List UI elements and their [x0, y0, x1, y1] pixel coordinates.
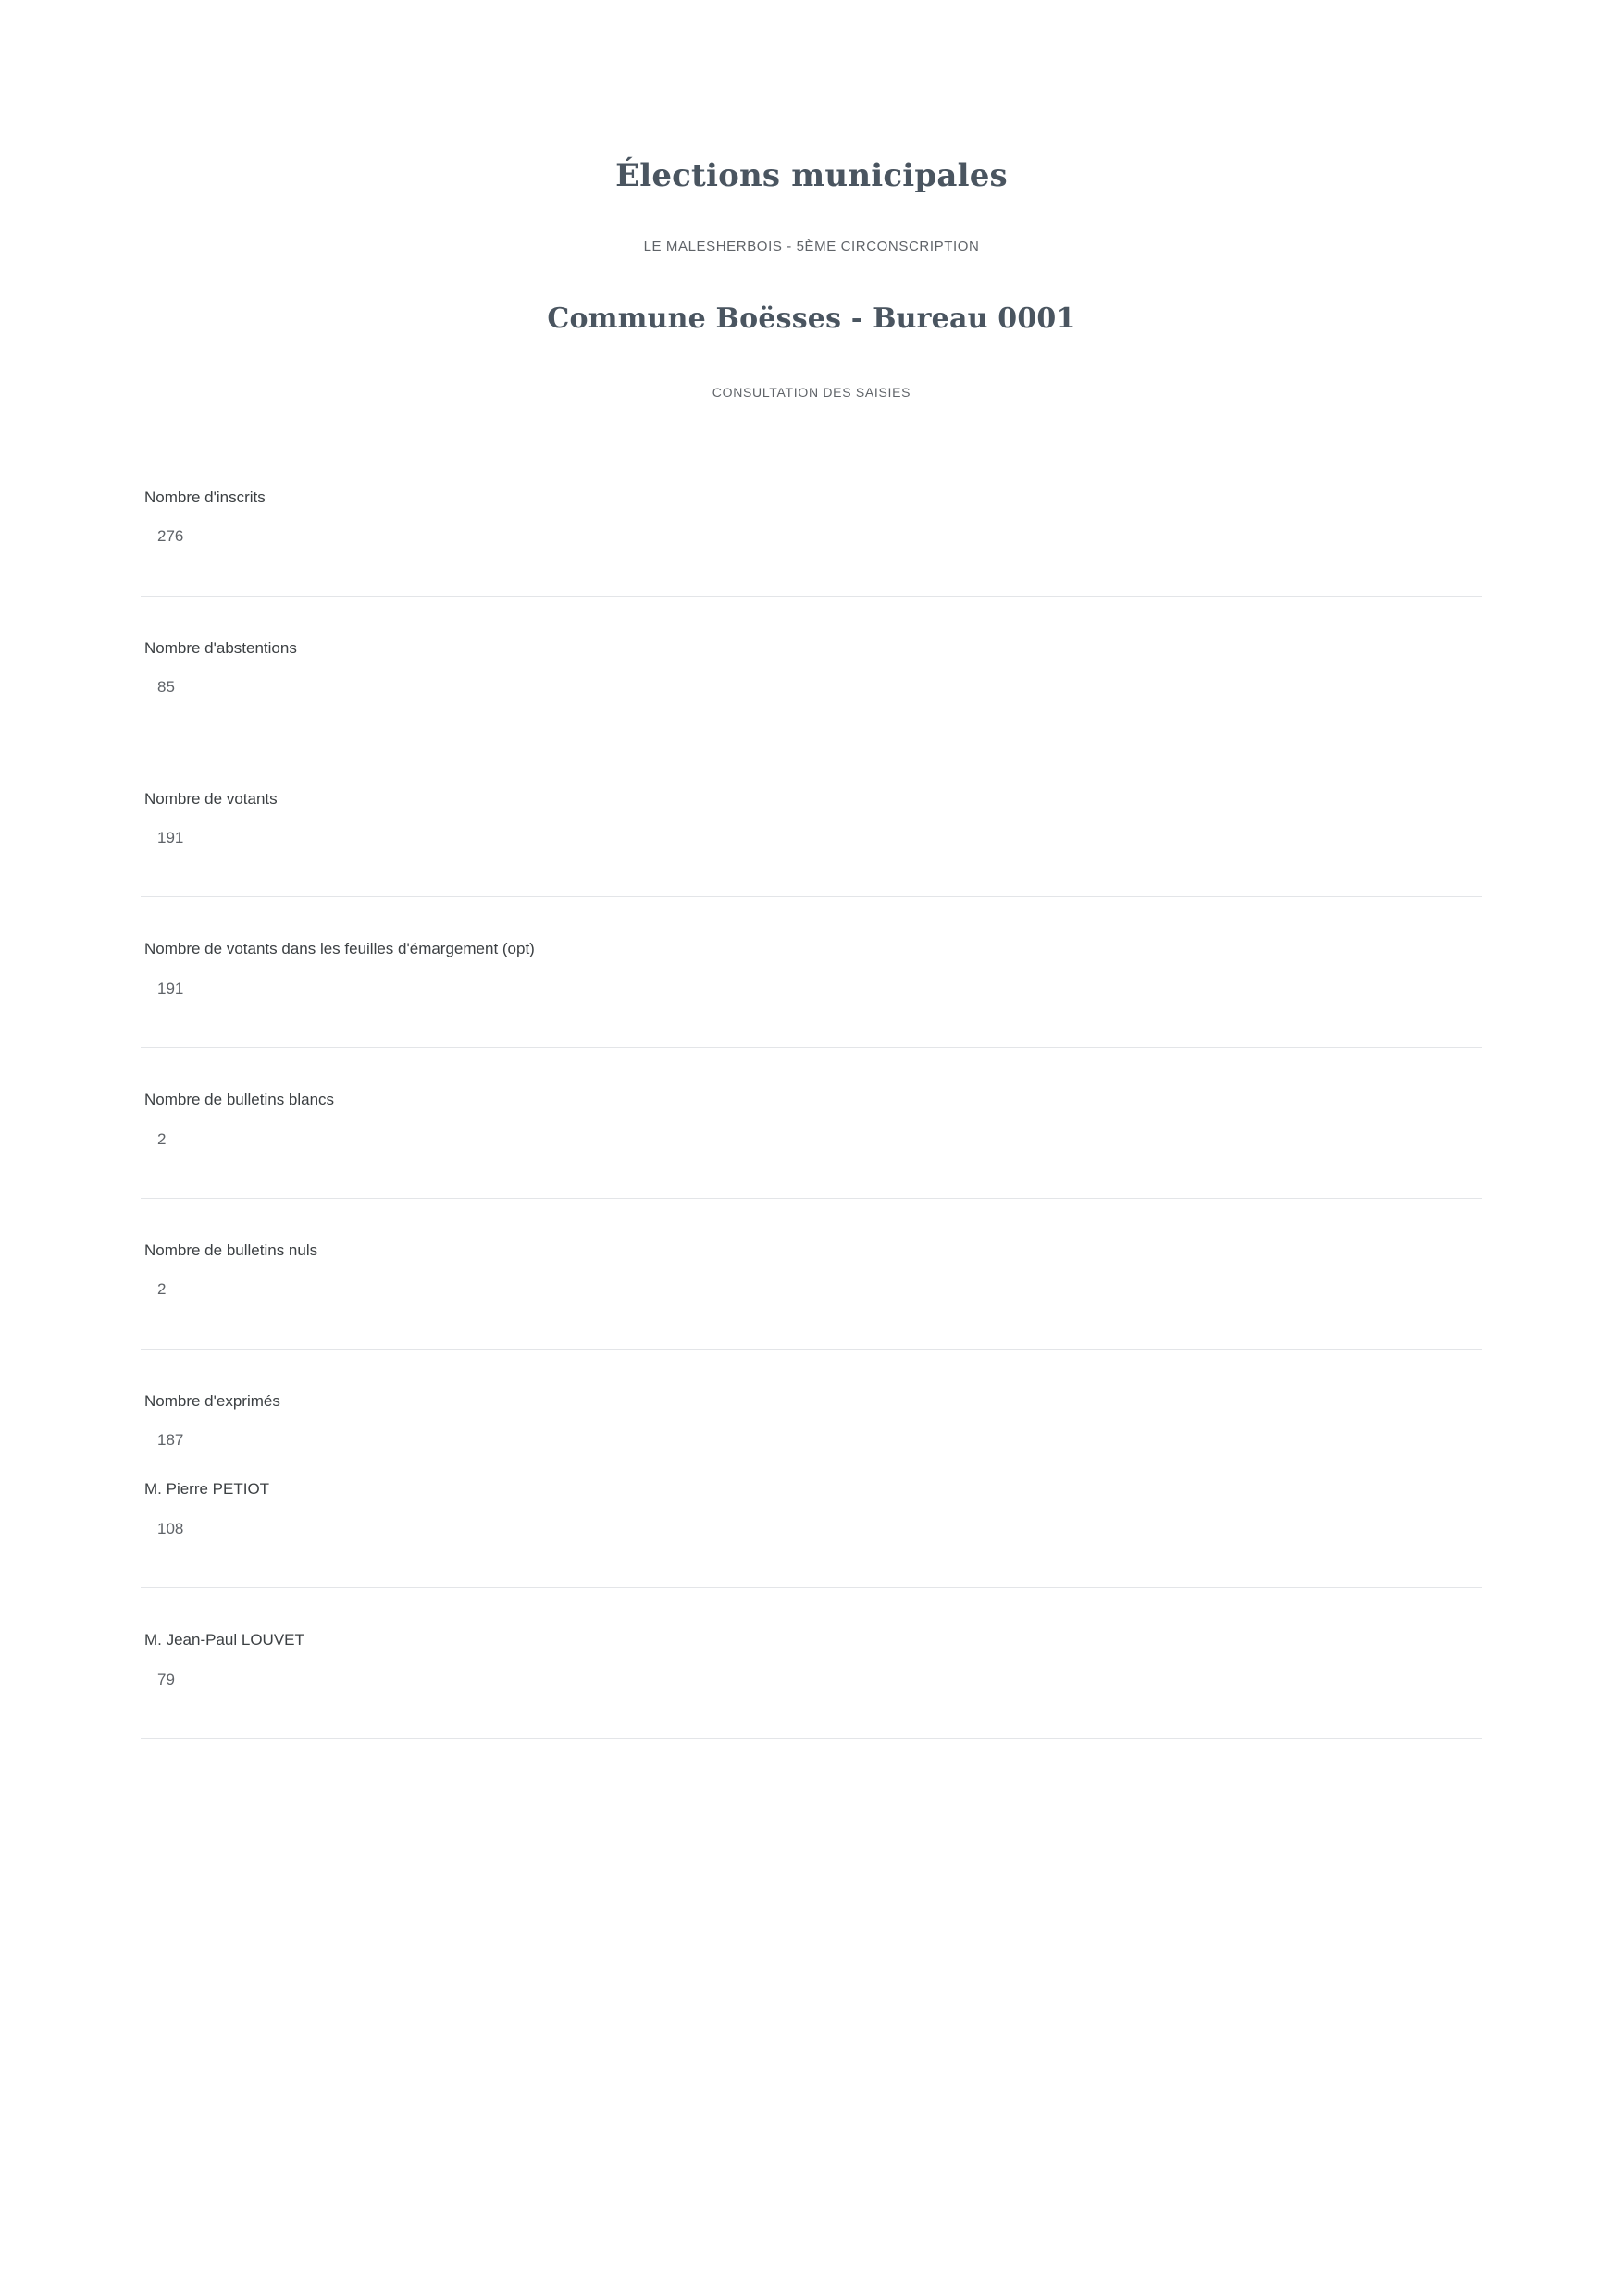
row-spacer	[141, 1350, 1482, 1392]
row-spacer	[141, 1149, 1482, 1198]
field-value: 191	[157, 828, 184, 846]
results-list	[141, 400, 1482, 1739]
field-label: Nombre d'exprimés	[144, 1391, 280, 1410]
field-label: Nombre de bulletins blancs	[144, 1091, 335, 1109]
field-label: Nombre de votants dans les feuilles d'émargement (opt)	[144, 940, 535, 958]
row-spacer	[141, 697, 1482, 747]
row-spacer	[141, 597, 1482, 639]
field-row-inscrits	[141, 488, 1482, 597]
field-label: Nombre d'abstentions	[144, 638, 297, 657]
field-row-bulletins-nuls	[141, 1199, 1482, 1350]
field-row-votants-emargement	[141, 897, 1482, 1048]
field-row-votants	[141, 747, 1482, 898]
field-row-candidat-louvet	[141, 1588, 1482, 1739]
field-value: 85	[157, 678, 175, 697]
field-label: Nombre d'inscrits	[144, 488, 266, 506]
row-spacer	[141, 1450, 1482, 1480]
row-spacer	[141, 547, 1482, 596]
field-label: Nombre de bulletins nuls	[144, 1241, 318, 1259]
commune-bureau-title: Commune Boësses - Bureau 0001	[547, 302, 1076, 335]
field-label: Nombre de votants	[144, 789, 278, 808]
page-title: Élections municipales	[615, 157, 1008, 194]
row-spacer	[141, 1048, 1482, 1091]
row-spacer	[141, 747, 1482, 790]
field-value: 276	[157, 527, 184, 546]
row-spacer	[141, 897, 1482, 940]
circonscription-label: LE MALESHERBOIS - 5ÈME CIRCONSCRIPTION	[643, 239, 980, 254]
consultation-label: CONSULTATION DES SAISIES	[712, 385, 911, 400]
field-value: 79	[157, 1670, 175, 1688]
row-spacer	[141, 1588, 1482, 1631]
field-value: 187	[157, 1431, 184, 1450]
field-value: 2	[157, 1280, 167, 1299]
page-header	[0, 0, 1623, 400]
field-row-candidat-petiot	[141, 1450, 1482, 1588]
field-value: 108	[157, 1519, 184, 1537]
row-spacer	[141, 1300, 1482, 1349]
field-value: 191	[157, 979, 184, 997]
field-label: M. Jean-Paul LOUVET	[144, 1631, 304, 1649]
field-value: 2	[157, 1129, 167, 1148]
field-row-exprimes	[141, 1350, 1482, 1450]
field-row-bulletins-blancs	[141, 1048, 1482, 1199]
row-spacer	[141, 1199, 1482, 1241]
row-spacer	[141, 998, 1482, 1047]
row-spacer	[141, 847, 1482, 896]
field-row-abstentions	[141, 597, 1482, 747]
field-label: M. Pierre PETIOT	[144, 1480, 270, 1499]
row-spacer	[141, 1538, 1482, 1587]
row-spacer	[141, 1689, 1482, 1738]
